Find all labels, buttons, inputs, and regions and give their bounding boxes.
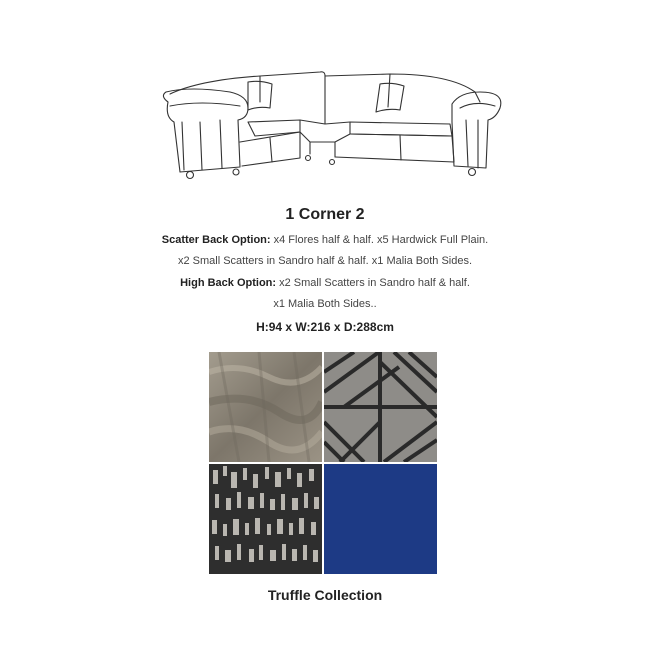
high-back-text: x2 Small Scatters in Sandro half & half. xyxy=(276,277,470,289)
swatch-plain-blue xyxy=(324,464,437,574)
swatch-hardwick xyxy=(324,352,437,462)
swatch-sandro xyxy=(209,464,322,574)
product-dimensions: H:94 x W:216 x D:288cm xyxy=(256,320,394,334)
collection-name: Truffle Collection xyxy=(267,587,383,603)
fabric-swatch-grid xyxy=(209,352,437,575)
scatter-back-option-line xyxy=(0,234,650,246)
scatter-back-option-line-2: x2 Small Scatters in Sandro half & half. x1 Malia Both Sides. xyxy=(177,255,473,267)
high-back-label: High Back Option: xyxy=(180,277,277,289)
scatter-back-text: x4 Flores half & half. x5 Hardwick Full Plain. xyxy=(270,234,489,246)
product-title: 1 Corner 2 xyxy=(285,206,365,223)
high-back-option-line xyxy=(0,277,650,289)
scatter-back-label: Scatter Back Option: xyxy=(161,234,271,246)
high-back-option-line-2: x1 Malia Both Sides.. xyxy=(273,298,377,310)
corner-sofa-illustration xyxy=(160,62,505,180)
swatch-flores xyxy=(209,352,322,462)
